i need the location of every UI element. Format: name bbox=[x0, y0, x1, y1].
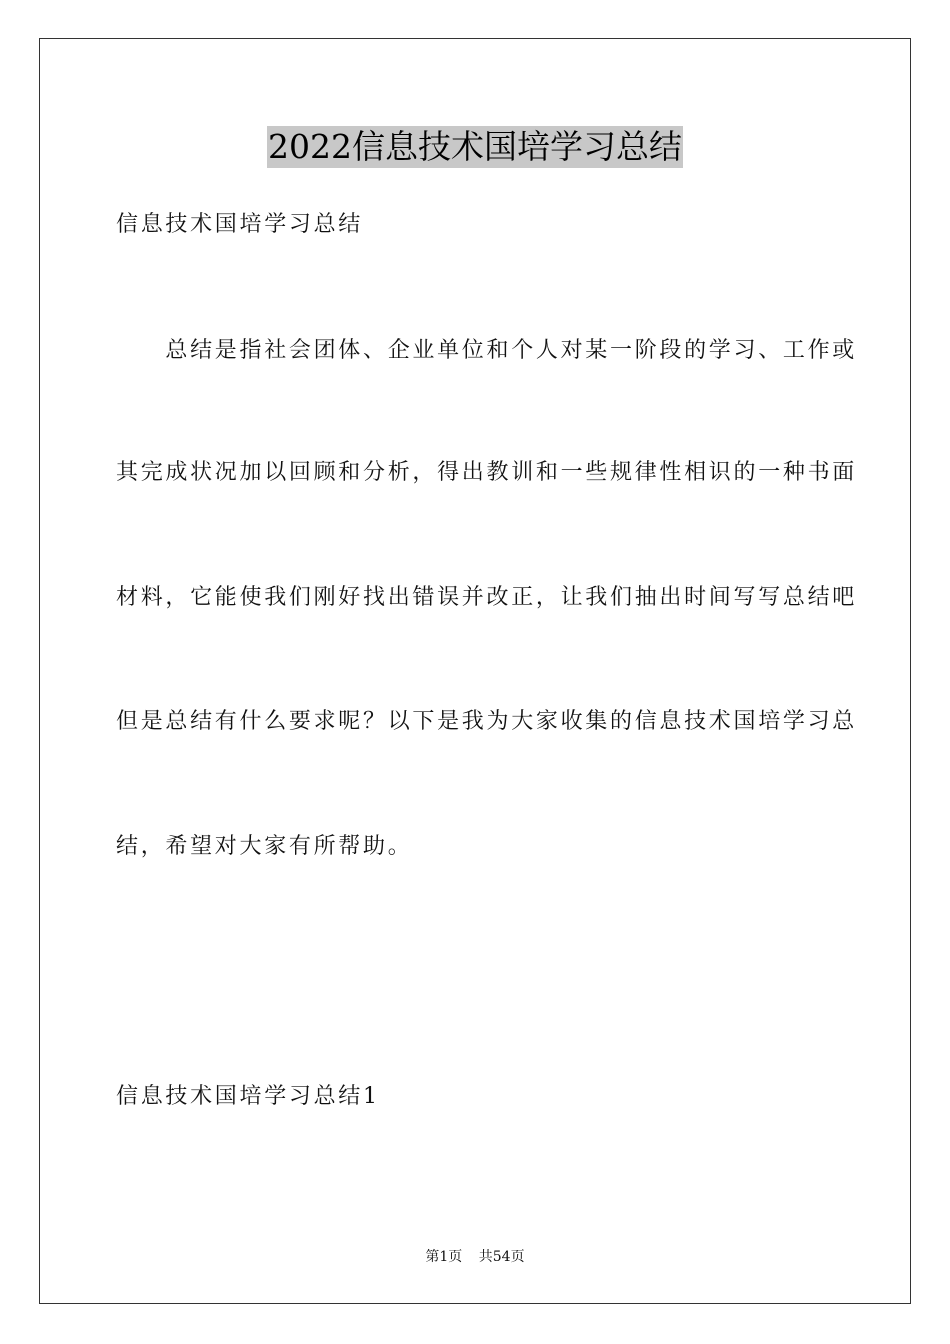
title-container bbox=[0, 126, 950, 168]
section-heading: 信息技术国培学习总结1 bbox=[116, 1084, 380, 1109]
document-subtitle: 信息技术国培学习总结 bbox=[116, 212, 364, 237]
paragraph-line: 总结是指社会团体、企业单位和个人对某一阶段的学习、工作或 bbox=[116, 338, 858, 363]
document-title: 2022信息技术国培学习总结 bbox=[268, 127, 682, 166]
paragraph-line: 但是总结有什么要求呢？以下是我为大家收集的信息技术国培学习总 bbox=[116, 709, 858, 734]
total-pages: 共54页 bbox=[478, 1249, 525, 1265]
page-footer bbox=[0, 1248, 950, 1266]
paragraph-line: 材料，它能使我们刚好找出错误并改正，让我们抽出时间写写总结吧 bbox=[116, 585, 858, 610]
paragraph-line: 其完成状况加以回顾和分析，得出教训和一些规律性相识的一种书面 bbox=[116, 460, 858, 485]
paragraph-line: 结，希望对大家有所帮助。 bbox=[116, 834, 413, 859]
page-number: 第1页 bbox=[425, 1249, 463, 1265]
